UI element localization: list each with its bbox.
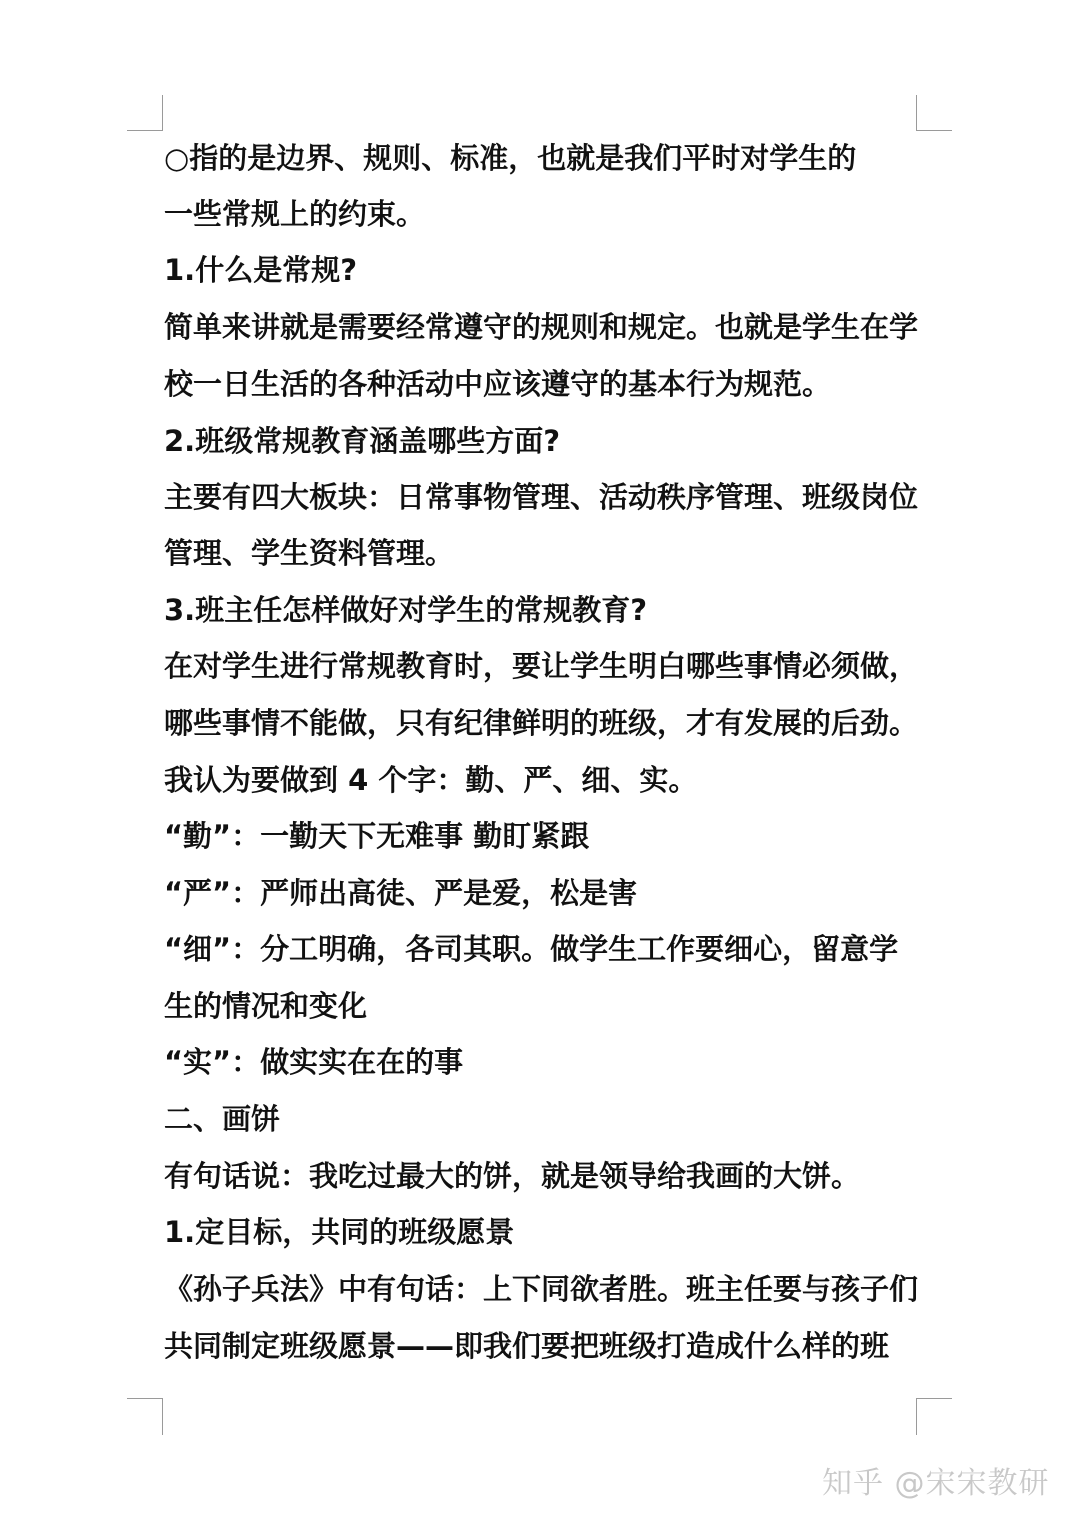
section-heading: 1.什么是常规? (164, 253, 358, 287)
corner-mark-top-left-v (162, 95, 163, 131)
paragraph-line: “实”：做实实在在的事 (164, 1045, 464, 1079)
paragraph-line: 共同制定班级愿景——即我们要把班级打造成什么样的班 (164, 1329, 890, 1363)
paragraph-line: 哪些事情不能做，只有纪律鲜明的班级，才有发展的后劲。 (164, 706, 919, 740)
paragraph-line: 一些常规上的约束。 (164, 197, 426, 231)
corner-mark-top-left-h (127, 130, 163, 131)
section-heading: 2.班级常规教育涵盖哪些方面? (164, 424, 561, 458)
paragraph-line: 我认为要做到 4 个字：勤、严、细、实。 (164, 763, 698, 797)
section-heading: 二、画饼 (164, 1102, 281, 1136)
paragraph-line: 校一日生活的各种活动中应该遵守的基本行为规范。 (164, 367, 832, 401)
paragraph-line: “严”：严师出高徒、严是爱，松是害 (164, 876, 638, 910)
paragraph-line: 管理、学生资料管理。 (164, 536, 455, 570)
watermark: 知乎 @宋宋教研 (822, 1466, 1050, 1501)
corner-mark-bottom-right-v (916, 1398, 917, 1435)
paragraph-line: 在对学生进行常规教育时，要让学生明白哪些事情必须做， (164, 649, 919, 683)
paragraph-line: “细”：分工明确，各司其职。做学生工作要细心，留意学 (164, 932, 899, 966)
paragraph-line: ○指的是边界、规则、标准，也就是我们平时对学生的 (164, 141, 857, 175)
corner-mark-bottom-left-v (162, 1398, 163, 1435)
paragraph-line: 有句话说：我吃过最大的饼，就是领导给我画的大饼。 (164, 1159, 861, 1193)
paragraph-line: 简单来讲就是需要经常遵守的规则和规定。也就是学生在学 (164, 310, 919, 344)
paragraph-line: “勤”：一勤天下无难事 勤盯紧跟 (164, 819, 590, 853)
corner-mark-bottom-left-h (127, 1398, 163, 1399)
corner-mark-top-right-h (916, 130, 952, 131)
corner-mark-bottom-right-h (916, 1398, 952, 1399)
section-heading: 1.定目标，共同的班级愿景 (164, 1215, 515, 1249)
paragraph-line: 主要有四大板块：日常事物管理、活动秩序管理、班级岗位 (164, 480, 919, 514)
section-heading: 3.班主任怎样做好对学生的常规教育? (164, 593, 648, 627)
paragraph-line: 《孙子兵法》中有句话：上下同欲者胜。班主任要与孩子们 (164, 1272, 919, 1306)
paragraph-line: 生的情况和变化 (164, 989, 368, 1023)
corner-mark-top-right-v (916, 95, 917, 131)
